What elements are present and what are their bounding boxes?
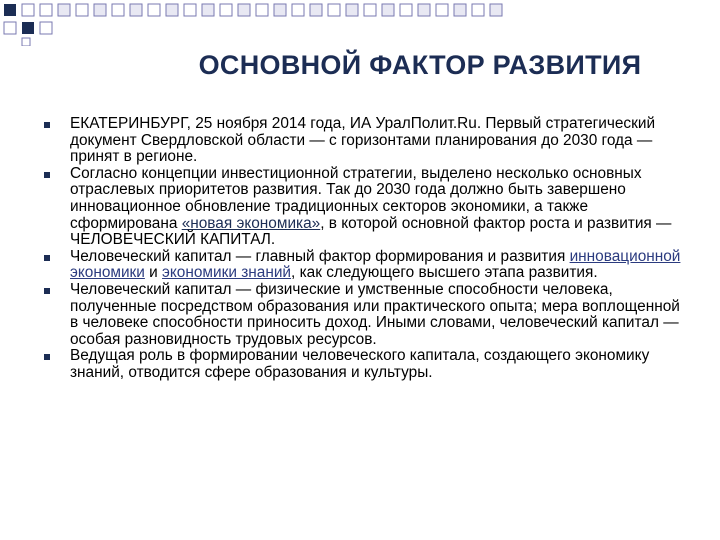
- square-outline: [112, 4, 124, 16]
- square-outline: [4, 22, 16, 34]
- square-outline: [58, 4, 70, 16]
- square-dark: [4, 4, 16, 16]
- square-outline: [22, 4, 34, 16]
- square-outline: [40, 22, 52, 34]
- square-outline: [346, 4, 358, 16]
- bullet-text: Человеческий капитал — физические и умственные способности человека, полученные посредством образования или практического опыта; мера воплощенной в человеке способности приносить доход. Иными словами, человеческий капитал — особая разновидность трудовых ресурсов.: [70, 280, 680, 348]
- square-outline: [274, 4, 286, 16]
- square-outline: [436, 4, 448, 16]
- square-bullet-icon: [44, 172, 50, 178]
- square-outline: [292, 4, 304, 16]
- square-outline: [220, 4, 232, 16]
- bullet-text-mid: и: [144, 264, 163, 282]
- square-outline: [148, 4, 160, 16]
- square-outline: [382, 4, 394, 16]
- square-outline: [94, 4, 106, 16]
- square-outline: [256, 4, 268, 16]
- bullet-text: Ведущая роль в формировании человеческого капитала, создающего экономику знаний, отводится сфере образования и культуры.: [70, 347, 650, 381]
- slide-title: ОСНОВНОЙ ФАКТОР РАЗВИТИЯ: [198, 50, 642, 80]
- bullet-list: [44, 116, 684, 382]
- square-outline: [238, 4, 250, 16]
- square-outline: [418, 4, 430, 16]
- square-outline: [400, 4, 412, 16]
- square-bullet-icon: [44, 255, 50, 261]
- square-outline: [472, 4, 484, 16]
- bullet-item-1: [44, 116, 684, 166]
- square-outline: [364, 4, 376, 16]
- innovation-economy-link[interactable]: инновационной экономики: [70, 247, 681, 282]
- new-economy-link[interactable]: «новая экономика»: [181, 214, 321, 232]
- square-outline: [22, 38, 30, 46]
- bullet-text: ЕКАТЕРИНБУРГ, 25 ноября 2014 года, ИА УралПолит.Ru. Первый стратегический документ Свердловской области — с горизонтами планирования до 2030 года — принят в регионе.: [70, 115, 656, 166]
- square-bullet-icon: [44, 354, 50, 360]
- square-outline: [184, 4, 196, 16]
- square-bullet-icon: [44, 288, 50, 294]
- bullet-text-after: , как следующего высшего этапа развития.: [291, 264, 598, 282]
- square-outline: [166, 4, 178, 16]
- bullet-item-5: [44, 348, 684, 381]
- bullet-text-before: Человеческий капитал — главный фактор формирования и развития: [70, 247, 570, 265]
- square-outline: [130, 4, 142, 16]
- bullet-text-before: Согласно концепции инвестиционной стратегии, выделено несколько основных отраслевых приоритетов развития. Так до 2030 года должно быть завершено инновационное обновление традиционных секторов экономики, а также сформирована: [70, 164, 642, 232]
- square-outline: [76, 4, 88, 16]
- bullet-item-3: [44, 249, 684, 282]
- square-outline: [490, 4, 502, 16]
- knowledge-economy-link[interactable]: экономики знаний: [162, 264, 292, 282]
- square-outline: [328, 4, 340, 16]
- square-dark: [22, 22, 34, 34]
- square-outline: [310, 4, 322, 16]
- square-outline: [202, 4, 214, 16]
- square-outline: [40, 4, 52, 16]
- square-pattern-graphic: [0, 0, 520, 46]
- square-outline: [454, 4, 466, 16]
- square-bullet-icon: [44, 122, 50, 128]
- decorative-squares: [0, 0, 520, 46]
- bullet-item-4: [44, 282, 684, 348]
- bullet-text-after: , в которой основной фактор роста и развития — ЧЕЛОВЕЧЕСКИЙ КАПИТАЛ.: [70, 214, 672, 249]
- bullet-item-2: [44, 166, 684, 249]
